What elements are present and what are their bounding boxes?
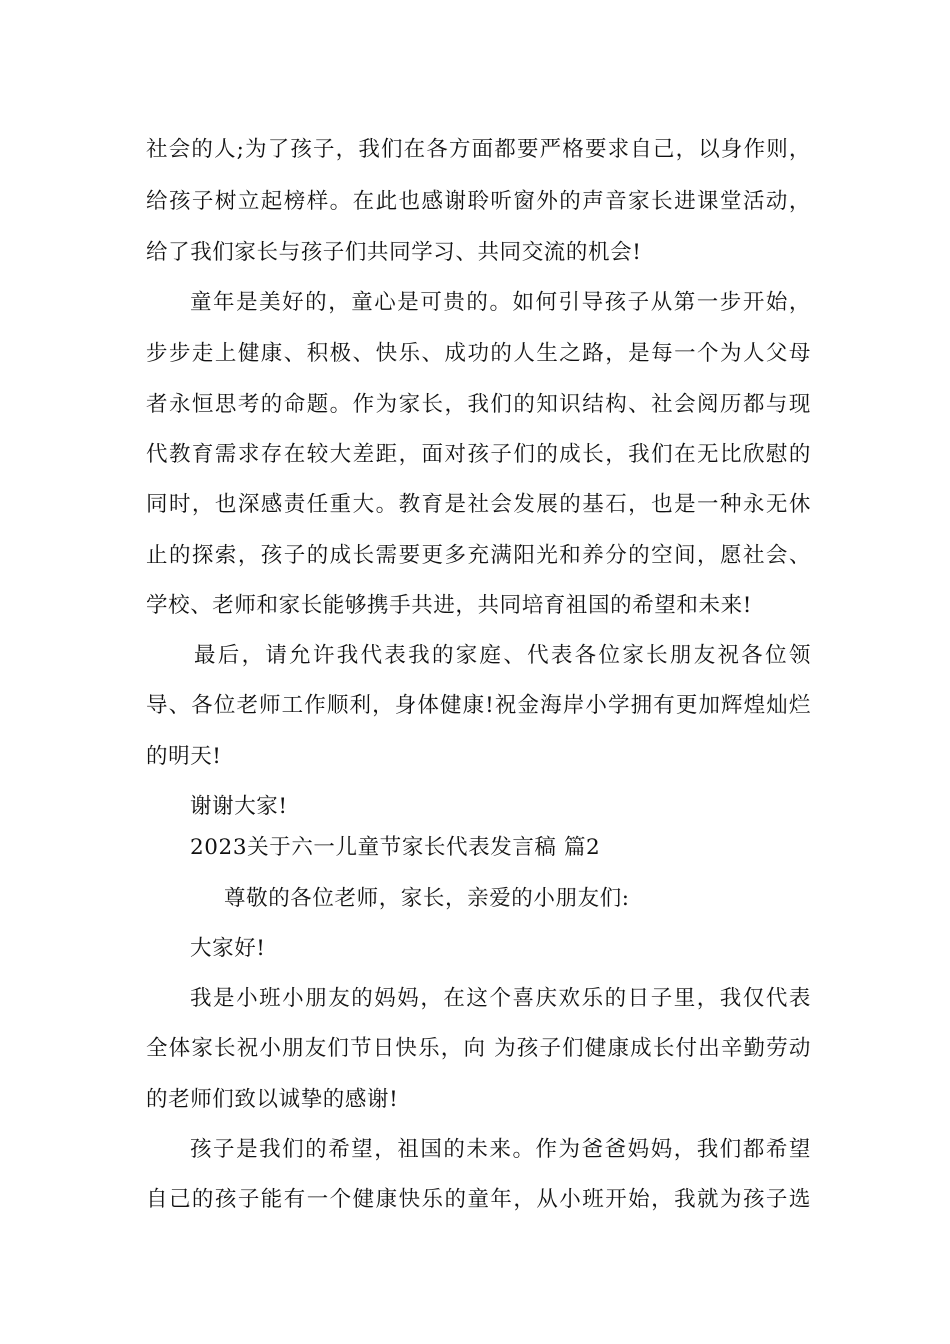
- text-line: 谢谢大家!: [190, 794, 288, 819]
- text-line: 自己的孩子能有一个健康快乐的童年，从小班开始，我就为孩子选: [146, 1187, 811, 1212]
- text-line: 给了我们家长与孩子们共同学习、共同交流的机会!: [146, 240, 642, 265]
- text-line: 步步走上健康、积极、快乐、成功的人生之路，是每一个为人父母: [146, 341, 811, 366]
- text-line: 孩子是我们的希望，祖国的未来。作为爸爸妈妈，我们都希望: [190, 1137, 811, 1162]
- section-heading: 2023关于六一儿童节家长代表发言稿 篇2: [190, 835, 601, 860]
- text-line: 最后，请允许我代表我的家庭、代表各位家长朋友祝各位领: [194, 643, 811, 668]
- text-line: 的老师们致以诚挚的感谢!: [146, 1087, 399, 1112]
- text-line: 代教育需求存在较大差距，面对孩子们的成长，我们在无比欣慰的: [146, 442, 811, 467]
- text-line: 者永恒思考的命题。作为家长，我们的知识结构、社会阅历都与现: [146, 392, 811, 417]
- text-line: 全体家长祝小朋友们节日快乐，向 为孩子们健康成长付出辛勤劳动: [146, 1036, 811, 1061]
- text-line: 我是小班小朋友的妈妈，在这个喜庆欢乐的日子里，我仅代表: [190, 986, 811, 1011]
- greeting: 大家好!: [190, 936, 266, 961]
- text-line: 导、各位老师工作顺利，身体健康!祝金海岸小学拥有更加辉煌灿烂: [146, 693, 811, 718]
- text-line: 的明天!: [146, 744, 222, 769]
- text-line: 童年是美好的，童心是可贵的。如何引导孩子从第一步开始，: [190, 290, 811, 315]
- text-line: 给孩子树立起榜样。在此也感谢聆听窗外的声音家长进课堂活动，: [146, 189, 811, 214]
- salutation: 尊敬的各位老师，家长，亲爱的小朋友们:: [224, 886, 630, 911]
- text-line: 同时，也深感责任重大。教育是社会发展的基石，也是一种永无休: [146, 492, 811, 517]
- text-line: 止的探索，孩子的成长需要更多充满阳光和养分的空间，愿社会、: [146, 543, 811, 568]
- text-line: 学校、老师和家长能够携手共进，共同培育祖国的希望和未来!: [146, 593, 752, 618]
- text-line: 社会的人;为了孩子，我们在各方面都要严格要求自己，以身作则，: [146, 137, 811, 162]
